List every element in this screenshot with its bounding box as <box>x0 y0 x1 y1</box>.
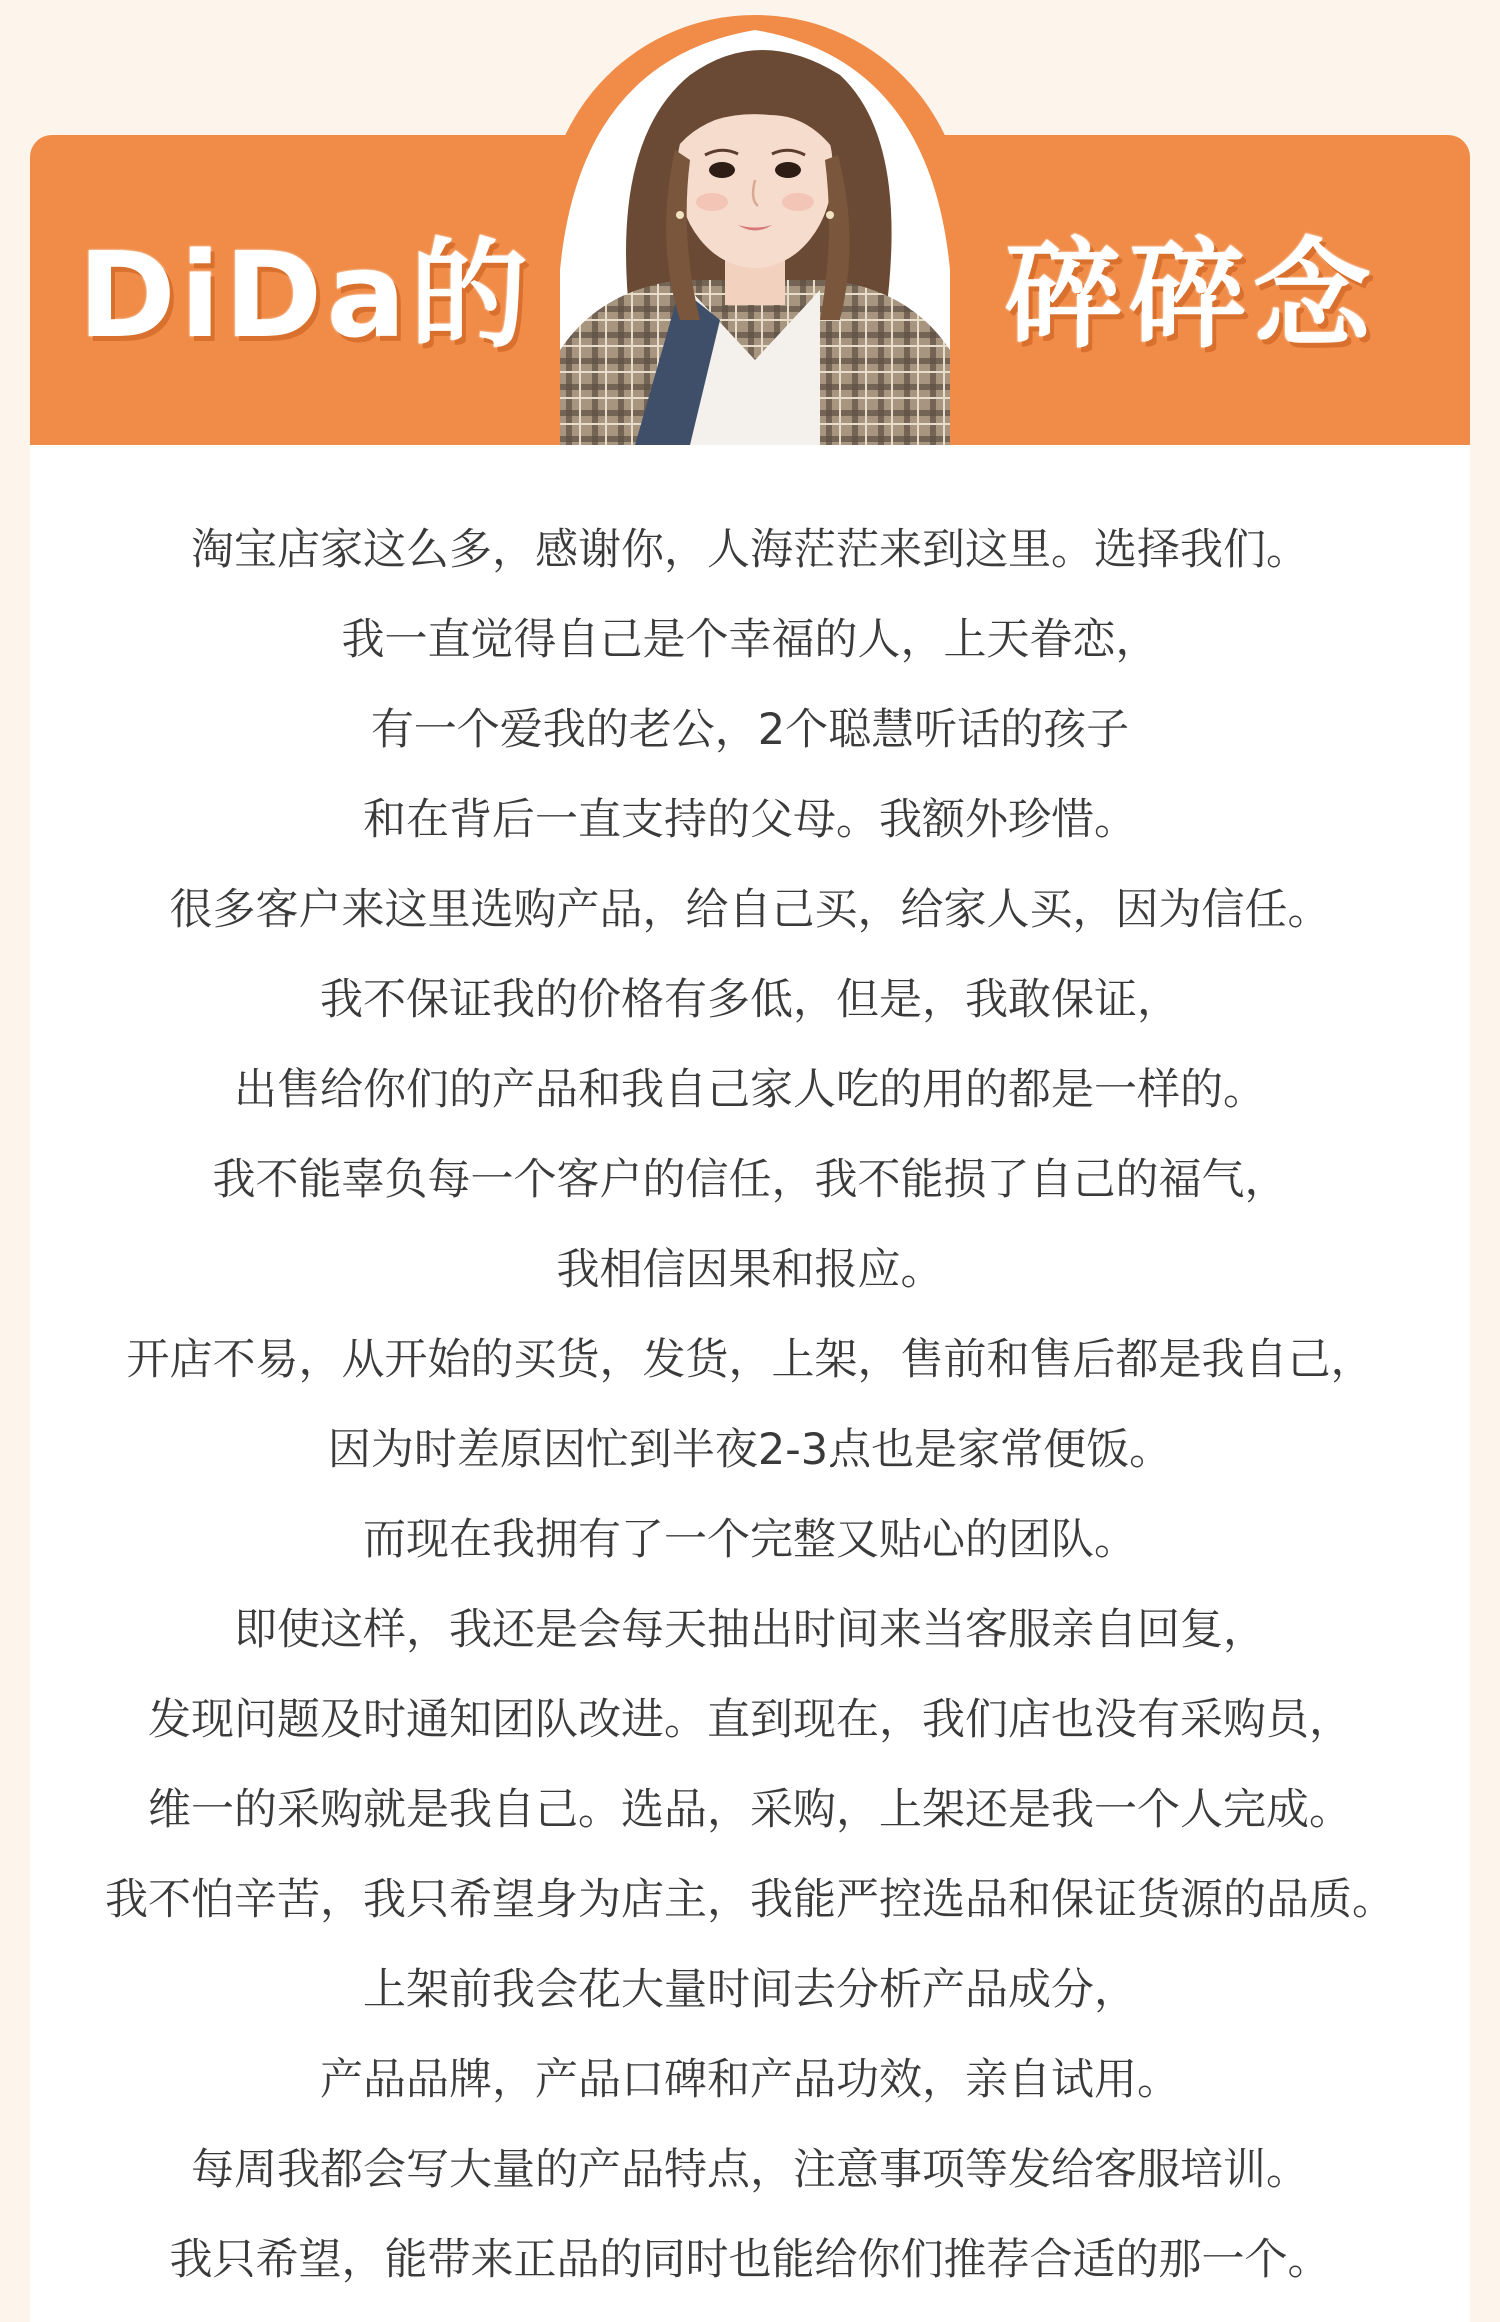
title-left: DiDa的 <box>78 226 532 364</box>
story-line: 产品品牌，产品口碑和产品功效，亲自试用。 <box>320 2055 1180 2105</box>
story-line: 因为时差原因忙到半夜2-3点也是家常便饭。 <box>327 1425 1173 1475</box>
portrait-photo <box>540 20 970 445</box>
story-line: 即使这样，我还是会每天抽出时间来当客服亲自回复， <box>234 1605 1266 1655</box>
story-line: 发现问题及时通知团队改进。直到现在，我们店也没有采购员， <box>148 1695 1352 1745</box>
story-line: 而现在我拥有了一个完整又贴心的团队。 <box>363 1515 1137 1565</box>
story-line: 出售给你们的产品和我自己家人吃的用的都是一样的。 <box>234 1065 1266 1115</box>
story-line: 我不怕辛苦，我只希望身为店主，我能严控选品和保证货源的品质。 <box>105 1875 1395 1925</box>
story-line: 我不保证我的价格有多低，但是，我敢保证， <box>320 975 1180 1025</box>
story-line: 我一直觉得自己是个幸福的人，上天眷恋， <box>341 615 1159 665</box>
story-text <box>30 505 1470 2305</box>
story-line: 维一的采购就是我自己。选品，采购，上架还是我一个人完成。 <box>148 1785 1352 1835</box>
story-line: 上架前我会花大量时间去分析产品成分， <box>363 1965 1137 2015</box>
story-line: 很多客户来这里选购产品，给自己买，给家人买，因为信任。 <box>169 885 1331 935</box>
story-line: 淘宝店家这么多，感谢你，人海茫茫来到这里。选择我们。 <box>191 525 1309 575</box>
story-line: 开店不易，从开始的买货，发货，上架，售前和售后都是我自己， <box>126 1335 1374 1385</box>
story-line: 和在背后一直支持的父母。我额外珍惜。 <box>363 795 1137 845</box>
story-line: 每周我都会写大量的产品特点，注意事项等发给客服培训。 <box>191 2145 1309 2195</box>
title-right: 碎碎念 <box>1005 226 1378 364</box>
story-line: 我相信因果和报应。 <box>556 1245 944 1295</box>
story-line: 我不能辜负每一个客户的信任，我不能损了自己的福气， <box>212 1155 1288 1205</box>
story-line: 我只希望，能带来正品的同时也能给你们推荐合适的那一个。 <box>169 2235 1331 2285</box>
story-line: 有一个爱我的老公，2个聪慧听话的孩子 <box>370 705 1130 755</box>
